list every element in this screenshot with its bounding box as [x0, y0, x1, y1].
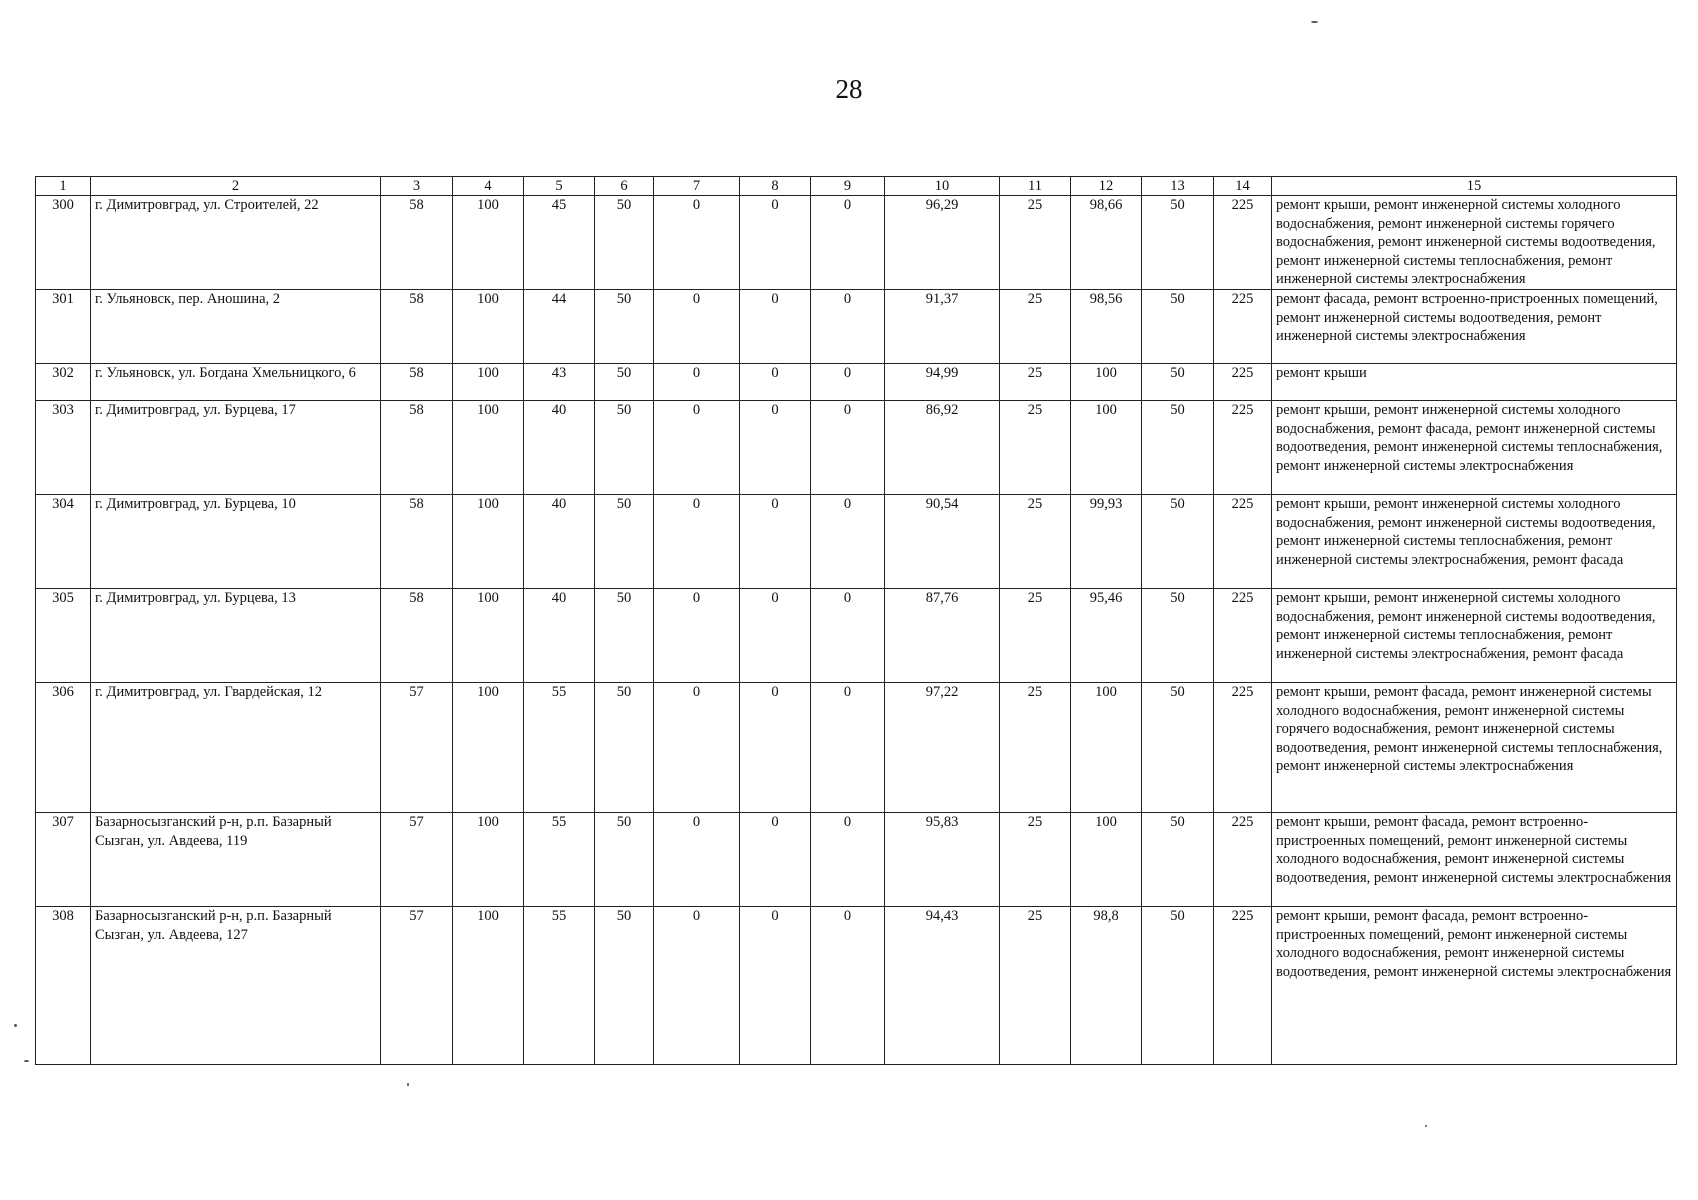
- value-cell: 0: [740, 401, 811, 495]
- table-row: [36, 495, 1677, 589]
- value-cell: 225: [1214, 589, 1272, 683]
- address-cell: г. Димитровград, ул. Бурцева, 13: [91, 589, 381, 683]
- value-cell: 225: [1214, 290, 1272, 364]
- value-cell: 98,66: [1071, 196, 1142, 290]
- address-cell: г. Ульяновск, пер. Аношина, 2: [91, 290, 381, 364]
- page-number: 28: [835, 74, 863, 104]
- table-body: [36, 196, 1677, 1065]
- value-cell: 0: [654, 589, 740, 683]
- value-cell: 96,29: [885, 196, 1000, 290]
- value-cell: 0: [654, 683, 740, 813]
- value-cell: 0: [811, 401, 885, 495]
- value-cell: 25: [1000, 290, 1071, 364]
- scan-speck: [407, 1083, 409, 1086]
- column-header: 10: [885, 177, 1000, 196]
- value-cell: 58: [381, 364, 453, 401]
- value-cell: 50: [1142, 290, 1214, 364]
- row-number-cell: 305: [36, 589, 91, 683]
- column-header: 7: [654, 177, 740, 196]
- value-cell: 0: [740, 589, 811, 683]
- value-cell: 225: [1214, 495, 1272, 589]
- value-cell: 50: [1142, 589, 1214, 683]
- address-cell: г. Ульяновск, ул. Богдана Хмельницкого, 6: [91, 364, 381, 401]
- table-header: [36, 177, 1677, 196]
- row-number-cell: 306: [36, 683, 91, 813]
- value-cell: 91,37: [885, 290, 1000, 364]
- value-cell: 50: [1142, 196, 1214, 290]
- value-cell: 0: [654, 401, 740, 495]
- value-cell: 100: [1071, 364, 1142, 401]
- column-header: 14: [1214, 177, 1272, 196]
- value-cell: 225: [1214, 907, 1272, 1065]
- table-row: [36, 907, 1677, 1065]
- value-cell: 50: [595, 364, 654, 401]
- row-number-cell: 304: [36, 495, 91, 589]
- value-cell: 50: [595, 907, 654, 1065]
- value-cell: 98,56: [1071, 290, 1142, 364]
- value-cell: 100: [453, 907, 524, 1065]
- value-cell: 100: [453, 196, 524, 290]
- table-row: [36, 196, 1677, 290]
- scan-speck: [1425, 1125, 1427, 1127]
- value-cell: 225: [1214, 401, 1272, 495]
- value-cell: 0: [811, 196, 885, 290]
- value-cell: 25: [1000, 401, 1071, 495]
- row-number-cell: 301: [36, 290, 91, 364]
- column-header: 9: [811, 177, 885, 196]
- value-cell: 0: [654, 290, 740, 364]
- works-cell: ремонт крыши, ремонт инженерной системы холодного водоснабжения, ремонт фасада, ремонт инженерной системы водоотведения, ремонт инженерной системы теплоснабжения, ремонт инженерной системы электроснабжения: [1272, 401, 1677, 495]
- works-cell: ремонт крыши, ремонт фасада, ремонт инженерной системы холодного водоснабжения, ремонт инженерной системы горячего водоснабжения, ремонт инженерной системы водоотведения, ремонт инженерной системы теплоснабжения, ремонт инженерной системы электроснабжения: [1272, 683, 1677, 813]
- address-cell: Базарносызганский р-н, р.п. Базарный Сызган, ул. Авдеева, 119: [91, 813, 381, 907]
- row-number-cell: 308: [36, 907, 91, 1065]
- value-cell: 57: [381, 907, 453, 1065]
- value-cell: 225: [1214, 813, 1272, 907]
- value-cell: 0: [654, 907, 740, 1065]
- value-cell: 0: [811, 683, 885, 813]
- value-cell: 100: [453, 401, 524, 495]
- value-cell: 57: [381, 683, 453, 813]
- value-cell: 100: [453, 813, 524, 907]
- data-table: [35, 176, 1677, 1065]
- column-header: 13: [1142, 177, 1214, 196]
- value-cell: 50: [595, 401, 654, 495]
- works-cell: ремонт крыши, ремонт фасада, ремонт встроенно-пристроенных помещений, ремонт инженерной системы холодного водоснабжения, ремонт инженерной системы водоотведения, ремонт инженерной системы электроснабжения: [1272, 813, 1677, 907]
- value-cell: 0: [740, 196, 811, 290]
- value-cell: 25: [1000, 589, 1071, 683]
- value-cell: 0: [740, 907, 811, 1065]
- value-cell: 45: [524, 196, 595, 290]
- column-header: 5: [524, 177, 595, 196]
- table-row: [36, 589, 1677, 683]
- value-cell: 58: [381, 495, 453, 589]
- address-cell: г. Димитровград, ул. Строителей, 22: [91, 196, 381, 290]
- value-cell: 40: [524, 589, 595, 683]
- scan-speck: [24, 1060, 29, 1062]
- address-cell: г. Димитровград, ул. Бурцева, 17: [91, 401, 381, 495]
- value-cell: 94,43: [885, 907, 1000, 1065]
- works-cell: ремонт крыши, ремонт инженерной системы холодного водоснабжения, ремонт инженерной системы водоотведения, ремонт инженерной системы теплоснабжения, ремонт инженерной системы электроснабжения, ремонт фасада: [1272, 495, 1677, 589]
- value-cell: 55: [524, 813, 595, 907]
- column-header: 6: [595, 177, 654, 196]
- value-cell: 225: [1214, 196, 1272, 290]
- value-cell: 0: [740, 813, 811, 907]
- column-number-row: [36, 177, 1677, 196]
- value-cell: 100: [1071, 683, 1142, 813]
- value-cell: 225: [1214, 364, 1272, 401]
- value-cell: 0: [811, 364, 885, 401]
- value-cell: 25: [1000, 196, 1071, 290]
- value-cell: 98,8: [1071, 907, 1142, 1065]
- works-cell: ремонт крыши, ремонт фасада, ремонт встроенно-пристроенных помещений, ремонт инженерной системы холодного водоснабжения, ремонт инженерной системы водоотведения, ремонт инженерной системы электроснабжения: [1272, 907, 1677, 1065]
- value-cell: 100: [1071, 401, 1142, 495]
- value-cell: 50: [1142, 683, 1214, 813]
- row-number-cell: 300: [36, 196, 91, 290]
- column-header: 15: [1272, 177, 1677, 196]
- row-number-cell: 307: [36, 813, 91, 907]
- value-cell: 25: [1000, 495, 1071, 589]
- value-cell: 44: [524, 290, 595, 364]
- value-cell: 95,46: [1071, 589, 1142, 683]
- value-cell: 95,83: [885, 813, 1000, 907]
- value-cell: 50: [595, 196, 654, 290]
- value-cell: 43: [524, 364, 595, 401]
- works-cell: ремонт крыши, ремонт инженерной системы холодного водоснабжения, ремонт инженерной системы горячего водоснабжения, ремонт инженерной системы водоотведения, ремонт инженерной системы теплоснабжения, ремонт инженерной системы электроснабжения: [1272, 196, 1677, 290]
- value-cell: 97,22: [885, 683, 1000, 813]
- value-cell: 0: [811, 589, 885, 683]
- value-cell: 225: [1214, 683, 1272, 813]
- value-cell: 0: [654, 495, 740, 589]
- value-cell: 0: [811, 813, 885, 907]
- table-row: [36, 683, 1677, 813]
- scan-speck: [1311, 21, 1318, 23]
- value-cell: 25: [1000, 683, 1071, 813]
- value-cell: 0: [654, 196, 740, 290]
- value-cell: 58: [381, 196, 453, 290]
- value-cell: 87,76: [885, 589, 1000, 683]
- value-cell: 25: [1000, 364, 1071, 401]
- value-cell: 0: [654, 813, 740, 907]
- value-cell: 55: [524, 907, 595, 1065]
- value-cell: 58: [381, 589, 453, 683]
- value-cell: 100: [453, 290, 524, 364]
- value-cell: 50: [595, 495, 654, 589]
- value-cell: 0: [740, 495, 811, 589]
- value-cell: 25: [1000, 813, 1071, 907]
- value-cell: 100: [453, 589, 524, 683]
- value-cell: 50: [1142, 813, 1214, 907]
- value-cell: 100: [1071, 813, 1142, 907]
- value-cell: 0: [811, 495, 885, 589]
- value-cell: 0: [811, 290, 885, 364]
- column-header: 2: [91, 177, 381, 196]
- table-row: [36, 364, 1677, 401]
- value-cell: 90,54: [885, 495, 1000, 589]
- value-cell: 0: [811, 907, 885, 1065]
- address-cell: г. Димитровград, ул. Бурцева, 10: [91, 495, 381, 589]
- works-cell: ремонт крыши, ремонт инженерной системы холодного водоснабжения, ремонт инженерной системы водоотведения, ремонт инженерной системы теплоснабжения, ремонт инженерной системы электроснабжения, ремонт фасада: [1272, 589, 1677, 683]
- value-cell: 50: [595, 290, 654, 364]
- value-cell: 100: [453, 495, 524, 589]
- value-cell: 86,92: [885, 401, 1000, 495]
- value-cell: 50: [1142, 364, 1214, 401]
- table-row: [36, 401, 1677, 495]
- value-cell: 40: [524, 401, 595, 495]
- value-cell: 50: [595, 589, 654, 683]
- column-header: 12: [1071, 177, 1142, 196]
- value-cell: 50: [1142, 401, 1214, 495]
- value-cell: 50: [1142, 495, 1214, 589]
- value-cell: 58: [381, 290, 453, 364]
- column-header: 3: [381, 177, 453, 196]
- row-number-cell: 303: [36, 401, 91, 495]
- value-cell: 0: [740, 364, 811, 401]
- address-cell: Базарносызганский р-н, р.п. Базарный Сызган, ул. Авдеева, 127: [91, 907, 381, 1065]
- table-row: [36, 813, 1677, 907]
- value-cell: 58: [381, 401, 453, 495]
- column-header: 1: [36, 177, 91, 196]
- value-cell: 99,93: [1071, 495, 1142, 589]
- row-number-cell: 302: [36, 364, 91, 401]
- column-header: 11: [1000, 177, 1071, 196]
- works-cell: ремонт фасада, ремонт встроенно-пристроенных помещений, ремонт инженерной системы водоотведения, ремонт инженерной системы электроснабжения: [1272, 290, 1677, 364]
- value-cell: 0: [654, 364, 740, 401]
- value-cell: 40: [524, 495, 595, 589]
- table-row: [36, 290, 1677, 364]
- value-cell: 57: [381, 813, 453, 907]
- value-cell: 50: [595, 813, 654, 907]
- works-cell: ремонт крыши: [1272, 364, 1677, 401]
- value-cell: 50: [595, 683, 654, 813]
- scan-speck: [14, 1024, 17, 1027]
- address-cell: г. Димитровград, ул. Гвардейская, 12: [91, 683, 381, 813]
- value-cell: 25: [1000, 907, 1071, 1065]
- value-cell: 94,99: [885, 364, 1000, 401]
- column-header: 8: [740, 177, 811, 196]
- value-cell: 0: [740, 683, 811, 813]
- value-cell: 100: [453, 683, 524, 813]
- value-cell: 0: [740, 290, 811, 364]
- value-cell: 55: [524, 683, 595, 813]
- value-cell: 50: [1142, 907, 1214, 1065]
- value-cell: 100: [453, 364, 524, 401]
- column-header: 4: [453, 177, 524, 196]
